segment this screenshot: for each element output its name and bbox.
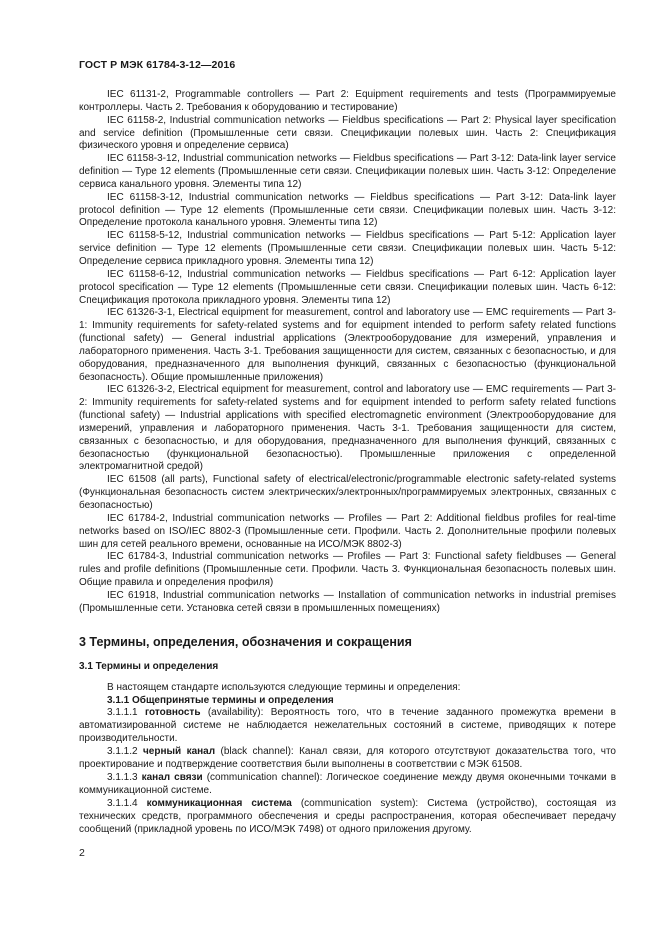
reference-item: IEC 61158-3-12, Industrial communication networks — Fieldbus specifications — Part 3-12: Data-link layer service definition — Type 12 elements (Промышленные сети связи. Спецификации полевых шин. Часть 3-12: Определение сервиса канального уровня. Элементы типа 12): [79, 153, 616, 190]
reference-item: IEC 61784-2, Industrial communication networks — Profiles — Part 2: Additional fieldbus profiles for real-time networks based on ISO/IEC 8802-3 (Промышленные сети. Профили. Часть 2. Дополнительные профили полевых шин для сетей реального времени, основанные на ИСО/МЭК 8802-3): [79, 512, 616, 550]
term-definition: [79, 746, 616, 772]
term-text: (availability): Вероятность того, что в течение заданного промежутка времени в автоматизированной системе не наблюдается нежелательных состояний в системе, приводящих к потере производительности.: [79, 707, 616, 745]
term-text: (black channel): Канал связи, для которого отсутствуют доказательства того, что проектирование и подтверждение соответствия были выполнены в соответствии с МЭК 61508.: [79, 746, 616, 771]
document-header: ГОСТ Р МЭК 61784-3-12—2016: [79, 59, 236, 71]
document-body: [79, 89, 616, 836]
term-name: канал связи: [141, 771, 203, 783]
reference-item: IEC 61508 (all parts), Functional safety of electrical/electronic/programmable electronic safety-related systems (Функциональная безопасность систем электрических/электронных/программируемых электронных, связанных с безопасностью): [79, 474, 616, 511]
term-definition: [79, 798, 616, 837]
term-number: 3.1.1.4: [107, 797, 138, 809]
page-number: 2: [79, 847, 85, 859]
normative-references: [79, 89, 616, 616]
reference-item: IEC 61158-3-12, Industrial communication networks — Fieldbus specifications — Part 3-12: Data-link layer protocol definition — Type 12 elements (Промышленные сети связи. Спецификации полевых шин. Часть 3-12: Определение протокола канального уровня. Элементы типа 12): [79, 191, 616, 229]
reference-item: IEC 61158-2, Industrial communication networks — Fieldbus specifications — Part 2: Physical layer specification and service definition (Промышленные сети связи. Спецификации полевых шин. Часть 2: Спецификация физического уровня и определение сервиса): [79, 114, 616, 152]
section-heading: 3 Термины, определения, обозначения и сокращения: [79, 634, 412, 649]
term-number: 3.1.1.2: [107, 746, 138, 758]
reference-item: IEC 61158-5-12, Industrial communication networks — Fieldbus specifications — Part 5-12: Application layer service definition — Type 12 elements (Промышленные сети связи. Спецификации полевых шин. Часть 5-12: Определение сервиса прикладного уровня. Элементы типа 12): [79, 230, 616, 267]
term-text: (communication channel): Логическое соединение между двумя оконечными точками в коммуникационной системе.: [79, 771, 617, 796]
term-number: 3.1.1.1: [107, 707, 138, 719]
reference-item: IEC 61131-2, Programmable controllers — Part 2: Equipment requirements and tests (Программируемые контроллеры. Часть 2. Требования к оборудованию и тестирование): [79, 89, 616, 113]
reference-item: IEC 61918, Industrial communication networks — Installation of communication networks in industrial premises (Промышленные сети. Установка сетей связи в промышленных помещениях): [79, 589, 616, 614]
subsection-heading: 3.1 Термины и определения: [79, 660, 219, 672]
term-definition: [79, 772, 616, 798]
reference-item: IEC 61326-3-1, Electrical equipment for measurement, control and laboratory use — EMC requirements — Part 3-1: Immunity requirements for safety-related systems and for equipment intended to perform safety related functions (functional safety) — General industrial applications (Электрооборудование для измерений, управления и лабораторного применения. Часть 3-1. Требования защищенности для систем, связанных с безопасностью, и для оборудования, предназначенного для выполнения функций, связанных с безопасностью (функциональной безопасность). Общие промышленные приложения): [79, 307, 616, 383]
definitions: [79, 682, 616, 837]
term-definition: [79, 707, 616, 746]
reference-item: IEC 61326-3-2, Electrical equipment for measurement, control and laboratory use — EMC requirements — Part 3-2: Immunity requirements for safety-related systems and for equipment intended to perform safety related functions (functional safety) — Industrial applications with specified electromagnetic environment (Электрооборудование для измерений, управления и лабораторного применения. Часть 3-1. Требования защищенности для систем, связанных с безопасностью, и для оборудования, предназначенного для выполнения функций, связанных с безопасностью (функциональной безопасностью). Промышленные приложения с определенной электромагнитной средой): [79, 384, 616, 473]
term-name: черный канал: [142, 746, 216, 758]
reference-item: IEC 61784-3, Industrial communication networks — Profiles — Part 3: Functional safety fieldbuses — General rules and profile definitions (Промышленные сети. Профили. Часть 3. Функциональная безопасность полевых шин. Общие правила и определения профиля): [79, 551, 616, 589]
term-name: готовность: [144, 707, 201, 719]
term-name: коммуникационная система: [146, 797, 292, 809]
term-number: 3.1.1.3: [107, 771, 138, 783]
reference-item: IEC 61158-6-12, Industrial communication networks — Fieldbus specifications — Part 6-12: Application layer protocol specification — Type 12 elements (Промышленные сети связи. Спецификации полевых шин. Часть 6-12: Спецификация протокола прикладного уровня. Элементы типа 12): [79, 268, 616, 306]
subsubsection-heading: 3.1.1 Общепринятые термины и определения: [107, 694, 334, 706]
intro-paragraph: В настоящем стандарте используются следующие термины и определения:: [107, 681, 461, 693]
term-text: (communication system): Система (устройство), состоящая из технических средств, программного обеспечения и среды распространения, которая обеспечивает передачу сообщений (прикладной уровень по ИСО/МЭК 7498) от одного приложения другому.: [79, 797, 616, 835]
